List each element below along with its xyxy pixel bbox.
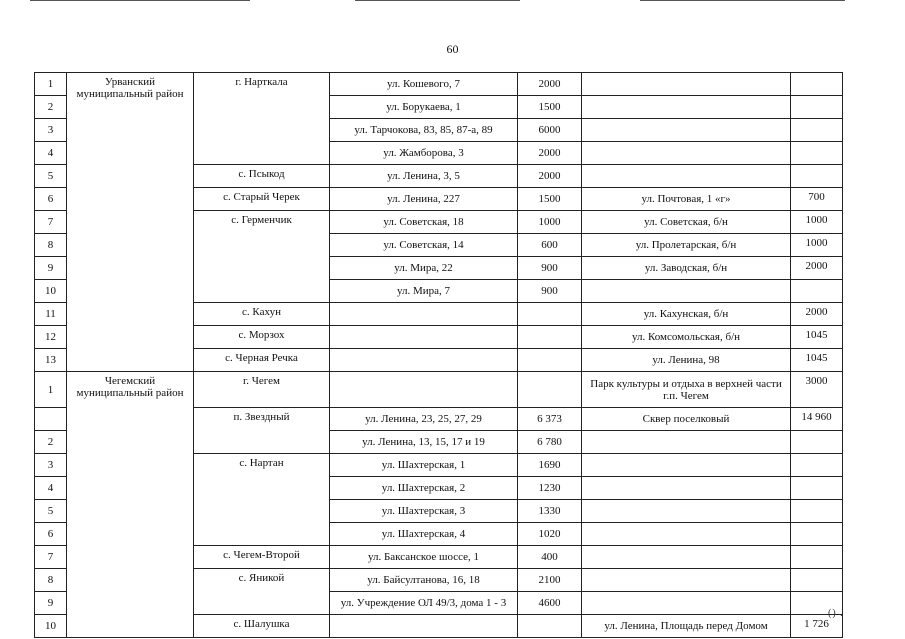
second-object-cell: ул. Ленина, 98	[582, 349, 791, 372]
area-cell: 1000	[518, 211, 582, 234]
street-address-cell: ул. Жамборова, 3	[330, 142, 518, 165]
area-cell: 1230	[518, 477, 582, 500]
area-cell: 2000	[518, 165, 582, 188]
table-row	[35, 73, 843, 96]
second-object-cell	[582, 477, 791, 500]
second-area-cell	[791, 96, 843, 119]
second-object-cell	[582, 592, 791, 615]
street-address-cell: ул. Ленина, 227	[330, 188, 518, 211]
second-area-cell	[791, 523, 843, 546]
second-area-cell: 1045	[791, 349, 843, 372]
settlement-cell: г. Чегем	[194, 372, 330, 408]
row-number-cell: 7	[35, 211, 67, 234]
street-address-cell	[330, 303, 518, 326]
area-cell: 600	[518, 234, 582, 257]
second-area-cell	[791, 431, 843, 454]
area-cell	[518, 349, 582, 372]
second-object-cell	[582, 431, 791, 454]
second-object-cell	[582, 454, 791, 477]
second-area-cell	[791, 569, 843, 592]
second-object-cell	[582, 165, 791, 188]
second-object-cell	[582, 280, 791, 303]
second-object-cell	[582, 546, 791, 569]
second-area-cell: 1045	[791, 326, 843, 349]
street-address-cell: ул. Ленина, 13, 15, 17 и 19	[330, 431, 518, 454]
scan-edge-line	[355, 0, 520, 1]
second-area-cell	[791, 142, 843, 165]
second-object-cell: ул. Заводская, б/н	[582, 257, 791, 280]
second-object-cell: ул. Ленина, Площадь перед Домом	[582, 615, 791, 638]
row-number-cell: 13	[35, 349, 67, 372]
second-object-cell	[582, 96, 791, 119]
area-cell: 6 373	[518, 408, 582, 431]
scan-edge-line	[640, 0, 845, 1]
street-address-cell	[330, 349, 518, 372]
area-cell: 2000	[518, 73, 582, 96]
row-number-cell: 1	[35, 73, 67, 96]
settlement-cell: с. Чегем-Второй	[194, 546, 330, 569]
settlement-cell: с. Черная Речка	[194, 349, 330, 372]
row-number-cell: 3	[35, 119, 67, 142]
street-address-cell: ул. Мира, 22	[330, 257, 518, 280]
row-number-cell: 4	[35, 477, 67, 500]
street-address-cell: ул. Советская, 18	[330, 211, 518, 234]
settlement-cell: с. Морзох	[194, 326, 330, 349]
row-number-cell: 12	[35, 326, 67, 349]
second-object-cell	[582, 500, 791, 523]
row-number-cell: 7	[35, 546, 67, 569]
second-area-cell	[791, 454, 843, 477]
second-object-cell: ул. Советская, б/н	[582, 211, 791, 234]
area-cell	[518, 372, 582, 408]
settlement-cell: с. Герменчик	[194, 211, 330, 303]
row-number-cell: 10	[35, 280, 67, 303]
row-number-cell: 11	[35, 303, 67, 326]
area-cell: 6000	[518, 119, 582, 142]
row-number-cell: 2	[35, 431, 67, 454]
row-number-cell: 5	[35, 500, 67, 523]
table-row	[35, 372, 843, 408]
street-address-cell	[330, 326, 518, 349]
row-number-cell	[35, 408, 67, 431]
second-object-cell: ул. Кахунская, б/н	[582, 303, 791, 326]
row-number-cell: 1	[35, 372, 67, 408]
objects-table	[34, 72, 843, 638]
street-address-cell: ул. Ленина, 3, 5	[330, 165, 518, 188]
row-number-cell: 6	[35, 188, 67, 211]
area-cell: 1330	[518, 500, 582, 523]
area-cell	[518, 303, 582, 326]
street-address-cell: ул. Ленина, 23, 25, 27, 29	[330, 408, 518, 431]
area-cell: 1690	[518, 454, 582, 477]
row-number-cell: 10	[35, 615, 67, 638]
second-object-cell: Сквер поселковый	[582, 408, 791, 431]
settlement-cell: с. Шалушка	[194, 615, 330, 638]
street-address-cell: ул. Советская, 14	[330, 234, 518, 257]
street-address-cell: ул. Шахтерская, 3	[330, 500, 518, 523]
street-address-cell: ул. Кошевого, 7	[330, 73, 518, 96]
street-address-cell: ул. Борукаева, 1	[330, 96, 518, 119]
second-object-cell	[582, 569, 791, 592]
street-address-cell: ул. Баксанское шоссе, 1	[330, 546, 518, 569]
second-area-cell	[791, 477, 843, 500]
second-area-cell	[791, 73, 843, 96]
street-address-cell: ул. Тарчокова, 83, 85, 87-а, 89	[330, 119, 518, 142]
second-object-cell: ул. Пролетарская, б/н	[582, 234, 791, 257]
area-cell: 1020	[518, 523, 582, 546]
scan-corner-mark: () .	[828, 608, 844, 619]
area-cell: 400	[518, 546, 582, 569]
second-area-cell: 14 960	[791, 408, 843, 431]
row-number-cell: 8	[35, 569, 67, 592]
second-area-cell: 3000	[791, 372, 843, 408]
settlement-cell: с. Псыкод	[194, 165, 330, 188]
row-number-cell: 9	[35, 257, 67, 280]
second-object-cell: ул. Комсомольская, б/н	[582, 326, 791, 349]
second-object-cell: ул. Почтовая, 1 «г»	[582, 188, 791, 211]
street-address-cell: ул. Шахтерская, 2	[330, 477, 518, 500]
street-address-cell: ул. Байсултанова, 16, 18	[330, 569, 518, 592]
second-object-cell	[582, 523, 791, 546]
second-area-cell	[791, 119, 843, 142]
area-cell	[518, 615, 582, 638]
row-number-cell: 9	[35, 592, 67, 615]
district-name-cell: Урванский муниципальный район	[67, 73, 194, 372]
area-cell: 4600	[518, 592, 582, 615]
second-object-cell	[582, 142, 791, 165]
street-address-cell: ул. Шахтерская, 1	[330, 454, 518, 477]
area-cell: 1500	[518, 96, 582, 119]
district-name-cell: Чегемский муниципальный район	[67, 372, 194, 638]
second-area-cell: 1000	[791, 211, 843, 234]
row-number-cell: 8	[35, 234, 67, 257]
street-address-cell: ул. Учреждение ОЛ 49/3, дома 1 - 3	[330, 592, 518, 615]
area-cell: 6 780	[518, 431, 582, 454]
settlement-cell: с. Яникой	[194, 569, 330, 615]
settlement-cell: с. Нартан	[194, 454, 330, 546]
area-cell: 2000	[518, 142, 582, 165]
area-cell	[518, 326, 582, 349]
street-address-cell: ул. Мира, 7	[330, 280, 518, 303]
area-cell: 900	[518, 280, 582, 303]
second-area-cell: 1 726	[791, 615, 843, 638]
settlement-cell: с. Старый Черек	[194, 188, 330, 211]
second-object-cell: Парк культуры и отдыха в верхней части г.п. Чегем	[582, 372, 791, 408]
scan-edge-line	[30, 0, 250, 1]
second-object-cell	[582, 119, 791, 142]
street-address-cell	[330, 615, 518, 638]
second-area-cell	[791, 500, 843, 523]
second-object-cell	[582, 73, 791, 96]
row-number-cell: 5	[35, 165, 67, 188]
row-number-cell: 3	[35, 454, 67, 477]
area-cell: 1500	[518, 188, 582, 211]
row-number-cell: 4	[35, 142, 67, 165]
second-area-cell: 2000	[791, 303, 843, 326]
second-area-cell	[791, 165, 843, 188]
street-address-cell	[330, 372, 518, 408]
second-area-cell	[791, 280, 843, 303]
area-cell: 900	[518, 257, 582, 280]
street-address-cell: ул. Шахтерская, 4	[330, 523, 518, 546]
second-area-cell: 700	[791, 188, 843, 211]
settlement-cell: с. Кахун	[194, 303, 330, 326]
settlement-cell: п. Звездный	[194, 408, 330, 454]
second-area-cell	[791, 546, 843, 569]
page-number: 60	[446, 42, 459, 56]
second-area-cell: 1000	[791, 234, 843, 257]
row-number-cell: 6	[35, 523, 67, 546]
row-number-cell: 2	[35, 96, 67, 119]
second-area-cell: 2000	[791, 257, 843, 280]
area-cell: 2100	[518, 569, 582, 592]
settlement-cell: г. Нарткала	[194, 73, 330, 165]
